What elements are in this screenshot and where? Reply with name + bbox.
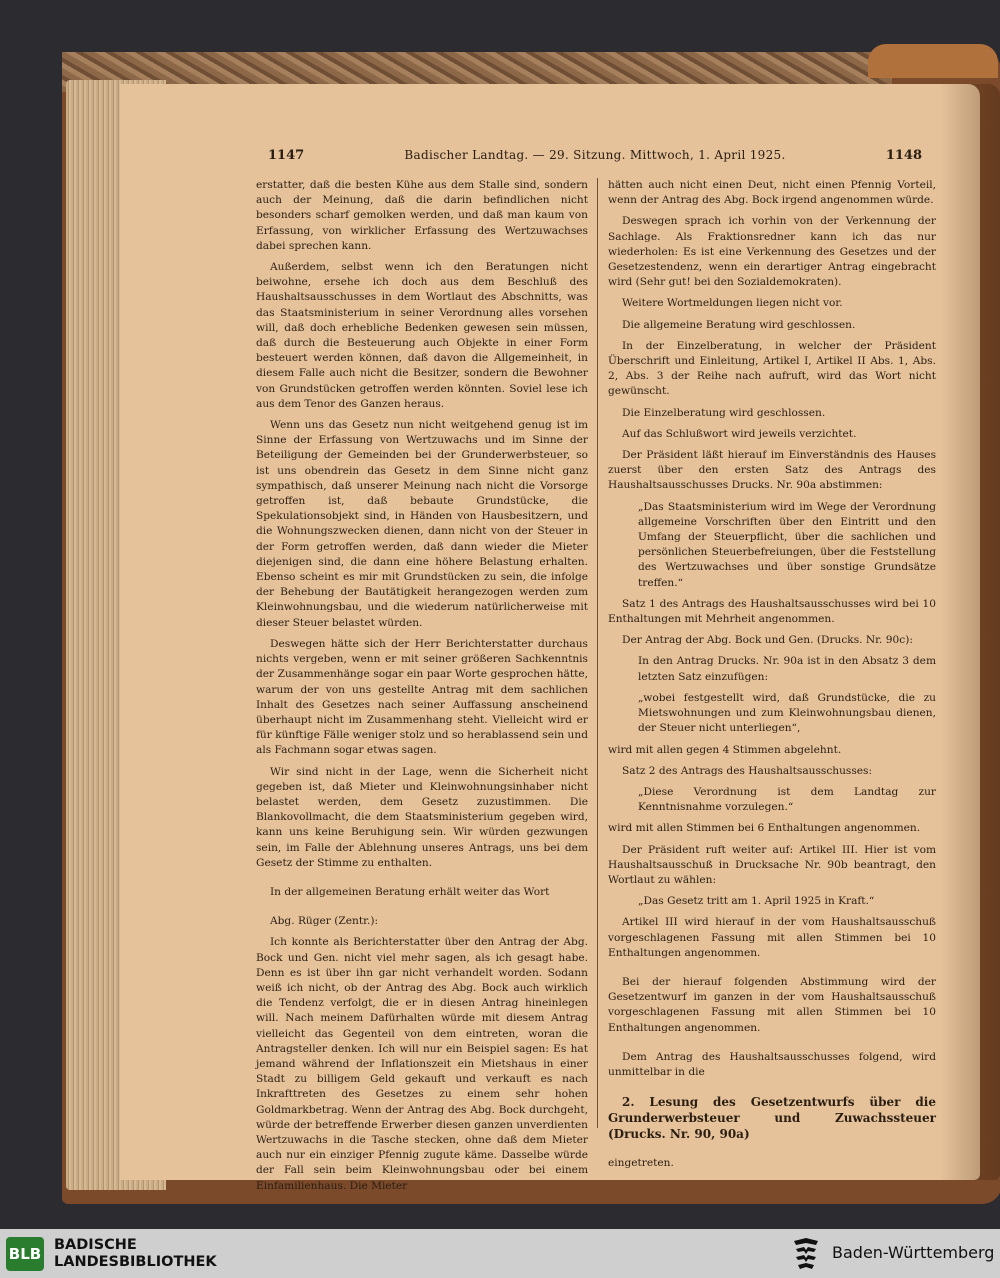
paragraph: Der Präsident ruft weiter auf: Artikel III. Hier ist vom Haushaltsausschuß in Drucksache Nr. 90b beantragt, den Wortlaut zu wählen: [608, 843, 936, 886]
paragraph: „Das Staatsministerium wird im Wege der Verordnung allgemeine Vorschriften über den Eintritt und den Umfang der Steuerpflicht, über die sachlichen und persönlichen Steuerbefreiungen, über die Feststellung des Wertzuwachses und über sonstige Grundsätze treffen.“ [638, 500, 936, 589]
bookmark-ribbon [868, 44, 998, 78]
paragraph: Bei der hierauf folgenden Abstimmung wird der Gesetzentwurf im ganzen in der vom Haushaltsausschuß vorgeschlagenen Fassung mit allen Stimmen bei 10 Enthaltungen angenommen. [608, 975, 936, 1034]
paragraph: Dem Antrag des Haushaltsausschusses folgend, wird unmittelbar in die [608, 1050, 936, 1078]
paragraph: Die allgemeine Beratung wird geschlossen. [622, 318, 856, 331]
page-number-left: 1147 [268, 148, 305, 163]
column-divider [597, 178, 598, 1128]
blb-logo[interactable]: BLB [6, 1237, 44, 1271]
paragraph: Wir sind nicht in der Lage, wenn die Sicherheit nicht gegeben ist, daß Mieter und Kleinwohnungsinhaber nicht belastet werden, dem Gesetz zuzustimmen. Die Blankovollmacht, die dem Staatsministerium gegeben wird, kann uns keine Beruhigung sein. Wir würden gezwungen sein, im Falle der Ablehnung unseres Antrags, uns bei dem Gesetz der Stimme zu enthalten. [256, 765, 588, 869]
paragraph: „wobei festgestellt wird, daß Grundstücke, die zu Mietswohnungen und zum Kleinwohnungsbau dienen, der Steuer nicht unterliegen“, [638, 691, 936, 735]
paragraph: erstatter, daß die besten Kühe aus dem Stalle sind, sondern auch der Meinung, daß die darin befindlichen nicht besonders scharf gemolken werden, und daß man kaum von Erfassung, von wirklicher Erfassung des Wertzuwachses dabei sprechen kann. [256, 179, 588, 252]
page-shadow [940, 84, 1000, 1180]
left-text-column [256, 178, 588, 1200]
page-number-right: 1148 [885, 148, 922, 163]
paragraph: „Das Gesetz tritt am 1. April 1925 in Kraft.“ [638, 895, 875, 908]
paragraph: Artikel III wird hierauf in der vom Haushaltsausschuß vorgeschlagenen Fassung mit allen Stimmen bei 10 Enthaltungen angenommen. [608, 916, 936, 959]
library-name-line2: LANDESBIBLIOTHEK [54, 1254, 217, 1270]
paragraph: Außerdem, selbst wenn ich den Beratungen nicht beiwohne, ersehe ich doch aus dem Beschluß des Haushaltsausschusses in dem Wortlaut des Abschnitts, was das Staatsministerium in seiner Verordnung alles vorsehen will, daß doch erhebliche Bedenken gewesen sein müssen, daß durch die Besteuerung auch Objekte in einer Form besteuert werden können, daß davon die Allgemeinheit, in diesem Falle auch nicht die Besitzer, sondern die Bewohner von Grundstücken getroffen werden könnten. Soviel lese ich aus dem Tenor des Ganzen heraus. [256, 261, 588, 410]
paragraph: Satz 1 des Antrags des Haushaltsausschusses wird bei 10 Enthaltungen mit Mehrheit angenommen. [608, 597, 936, 626]
paragraph: In der Einzelberatung, in welcher der Präsident Überschrift und Einleitung, Artikel I, Artikel II Abs. 1, Abs. 2, Abs. 3 der Reihe nach aufruft, wird das Wort nicht gewünscht. [608, 339, 936, 398]
paragraph: wird mit allen gegen 4 Stimmen abgelehnt. [608, 743, 842, 756]
paragraph: Deswegen hätte sich der Herr Berichterstatter durchaus nichts vergeben, wenn er mit seiner größeren Sachkenntnis der Zusammenhänge sogar ein paar Worte gesprochen hätte, warum der von uns gestellte Antrag mit dem sachlichen Inhalt des Gesetzes nach seiner Auffassung anscheinend überhaupt nicht im Zusammenhang steht. Vielleicht wird er für künftige Fälle weniger stolz und so herablassend sein und als Fachmann sogar etwas sagen. [256, 637, 588, 757]
footer-bar [0, 1229, 1000, 1278]
running-title: Badischer Landtag. — 29. Sitzung. Mittwoch, 1. April 1925. [404, 148, 786, 162]
state-name[interactable]: Baden-Württemberg [832, 1243, 995, 1262]
paragraph: In den Antrag Drucks. Nr. 90a ist in den Absatz 3 dem letzten Satz einzufügen: [638, 655, 936, 683]
paragraph: Wenn uns das Gesetz nun nicht weitgehend genug ist im Sinne der Erfassung von Wertzuwachs und im Sinne der Beteiligung der Gemeinden bei der Grunderwerbsteuer, so ist uns obendrein das Gesetz in dem Sinne nicht ganz sympathisch, daß unserer Meinung nach nicht die Vorsorge getroffen ist, daß bebaute Grundstücke, die Spekulationsobjekt sind, in Händen von Hausbesitzern, und die Wohnungszwecken dienen, dann nicht von der Steuer in der Form getroffen werden, daß dann wieder die Mieter diejenigen sind, die dann eine höhere Belastung erhalten. Ebenso scheint es mir mit Grundstücken zu sein, die infolge der Behebung der Bautätigkeit herangezogen werden zum Kleinwohnungsbau, und die wiederum natürlicherweise mit dieser Steuer belastet würden. [256, 419, 588, 629]
paragraph: Ich konnte als Berichterstatter über den Antrag der Abg. Bock und Gen. nicht viel mehr sagen, als ich gesagt habe. Denn es ist über ihn gar nicht verhandelt worden. Sodann weiß ich nicht, ob der Antrag des Abg. Bock auch wirklich die Tendenz verfolgt, die er in diesen Antrag hineinlegen will. Nach meinem Dafürhalten würde mit diesem Antrag vielleicht das Gegenteil von dem eintreten, woran die Antragsteller denken. Ich will nur ein Beispiel sagen: Es hat jemand während der Inflationszeit ein Mietshaus in einer Stadt zu billigem Geld gekauft und verkauft es nach Inkrafttreten des Gesetzes zu einem sehr hohen Goldmarkbetrag. Wenn der Antrag des Abg. Bock durchgeht, würde der betreffende Erwerber diesen ganzen unverdienten Wertzuwachs in die Tasche stecken, ohne daß dem Mieter auch nur ein einziger Pfennig zugute käme. Dasselbe würde der Fall sein beim Kleinwohnungsbau oder bei einem Einfamilienhaus. Die Mieter [256, 936, 588, 1192]
paragraph: Der Antrag der Abg. Bock und Gen. (Drucks. Nr. 90c): [622, 634, 913, 647]
paragraph: wird mit allen Stimmen bei 6 Enthaltungen angenommen. [608, 822, 921, 835]
page-header [268, 148, 922, 166]
library-name[interactable] [54, 1237, 217, 1271]
paragraph: Weitere Wortmeldungen liegen nicht vor. [622, 297, 843, 310]
paragraph: Auf das Schlußwort wird jeweils verzichtet. [622, 427, 857, 440]
paragraph: hätten auch nicht einen Deut, nicht einen Pfennig Vorteil, wenn der Antrag des Abg. Bock irgend angenommen würde. [608, 179, 936, 207]
coat-of-arms-icon [790, 1237, 822, 1271]
paragraph: „Diese Verordnung ist dem Landtag zur Kenntnisnahme vorzulegen.“ [638, 785, 936, 814]
library-name-line1: BADISCHE [54, 1237, 137, 1253]
paragraph: Der Präsident läßt hierauf im Einverständnis des Hauses zuerst über den ersten Satz des Antrags des Haushaltsausschusses Drucks. Nr. 90a abstimmen: [608, 449, 936, 492]
paragraph: Satz 2 des Antrags des Haushaltsausschusses: [622, 764, 873, 777]
paragraph: Abg. Rüger (Zentr.): [270, 915, 379, 928]
paragraph: Die Einzelberatung wird geschlossen. [622, 406, 826, 419]
paragraph: 2. Lesung des Gesetzentwurfs über die Grunderwerbsteuer und Zuwachssteuer (Drucks. Nr. 90, 90a) [608, 1095, 936, 1142]
paragraph: eingetreten. [608, 1157, 674, 1170]
right-text-column [608, 178, 936, 1177]
paragraph: In der allgemeinen Beratung erhält weiter das Wort [270, 885, 550, 898]
paragraph: Deswegen sprach ich vorhin von der Verkennung der Sachlage. Als Fraktionsredner kann ich das nur wiederholen: Es ist eine Verkennung des Gesetzes und der Gesetzestendenz, wenn ein derartiger Antrag eingebracht wird (Sehr gut! bei den Sozialdemokraten). [608, 215, 936, 289]
